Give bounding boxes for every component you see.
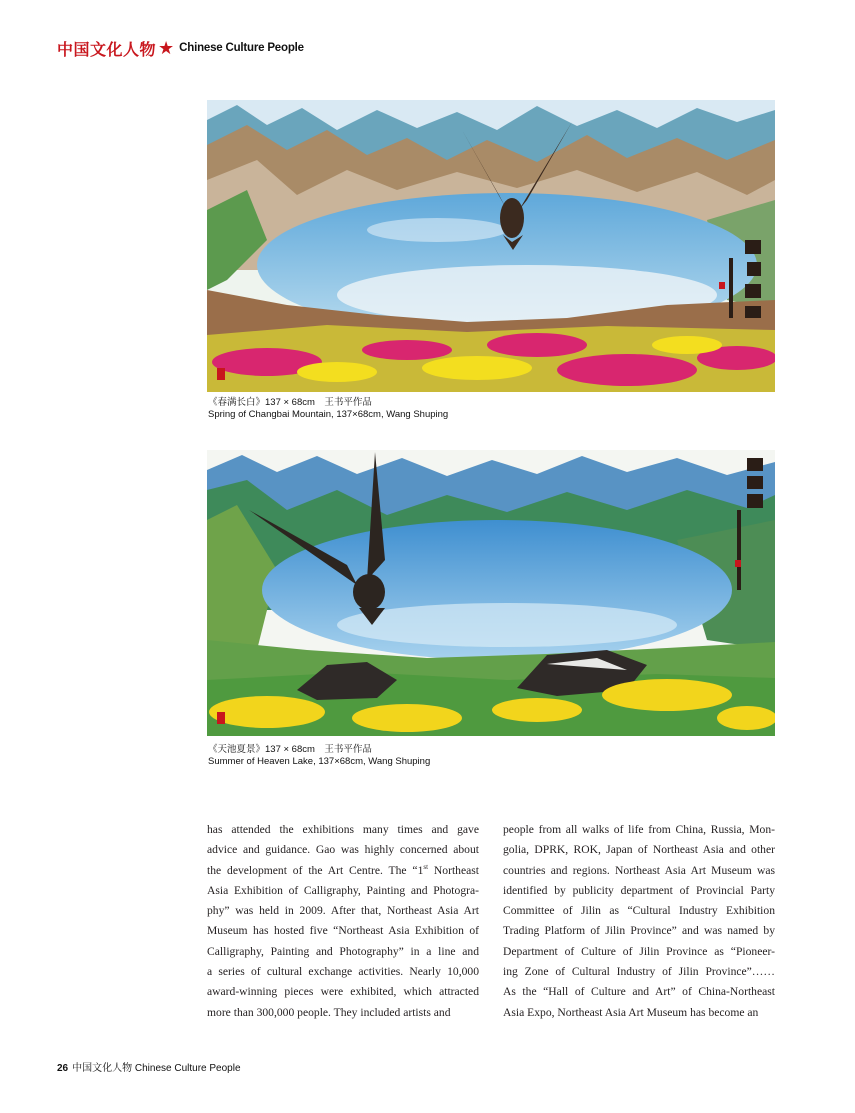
painting-summer-of-heaven-lake — [207, 450, 775, 736]
footer-text: 中国文化人物 Chinese Culture People — [72, 1063, 241, 1074]
caption-cn: 《春满长白》137 × 68cm 王书平作品 — [208, 397, 372, 408]
text-line — [207, 861, 479, 881]
text-line: has attended the exhibitions many times and gave — [207, 823, 479, 836]
text-line: ing Zone of Cultural Industry of Jilin Province”…… — [503, 965, 775, 979]
caption-en: Spring of Changbai Mountain, 137×68cm, Wang Shuping — [208, 409, 449, 420]
text-line: countries and regions. Northeast Asia Art Museum was — [503, 863, 775, 877]
text-line: people from all walks of life from China, Russia, Mon- — [503, 823, 775, 836]
painting-image — [207, 100, 775, 392]
text-line: Committee of Jilin as “Cultural Industry Exhibition — [503, 904, 775, 918]
text-line: identified by publicity department of Provincial Party — [503, 883, 775, 897]
text-line: golia, DPRK, ROK, Japan of Northeast Asia and other — [503, 843, 775, 857]
brand-name-en: Chinese Culture People — [179, 42, 304, 54]
page-header — [57, 36, 304, 60]
text-line: Department of Culture of Jilin Province as “Pioneer- — [503, 944, 775, 958]
text-line: As the “Hall of Culture and Art” of China-Northeast — [503, 985, 775, 999]
text-line: Calligraphy, Painting and Photography” in a line and — [207, 944, 479, 958]
page-footer — [57, 1059, 241, 1074]
text-line: phy” was held in 2009. After that, Northeast Asia Art — [207, 904, 479, 918]
text-fragment: the development of the Art Centre. The “1 — [207, 863, 424, 877]
text-line: advice and guidance. Gao was highly concerned about — [207, 843, 479, 857]
text-line: award-winning pieces were exhibited, which attracted — [207, 985, 479, 999]
painting-image — [207, 450, 775, 736]
page-number: 26 — [57, 1063, 69, 1074]
text-line: Asia Exhibition of Calligraphy, Painting and Photogra- — [207, 883, 479, 897]
body-column-left — [207, 820, 479, 1023]
painting-spring-of-changbai-mountain — [207, 100, 775, 392]
text-line: a series of cultural exchange activities. Nearly 10,000 — [207, 965, 479, 979]
figure-caption — [208, 744, 430, 768]
text-line: Trading Platform of Jilin Province” and was named by — [503, 924, 775, 938]
text-fragment: Northeast — [428, 863, 479, 877]
ordinal-suffix: st — [423, 862, 429, 871]
caption-en: Summer of Heaven Lake, 137×68cm, Wang Shuping — [208, 756, 431, 767]
text-line: Asia Expo, Northeast Asia Art Museum has become an — [503, 1005, 759, 1019]
text-line: Museum has hosted five “Northeast Asia Exhibition of — [207, 924, 479, 938]
figure-caption — [208, 397, 448, 421]
text-line: more than 300,000 people. They included artists and — [207, 1005, 451, 1019]
brand-logo-cn: 中国文化人物 — [57, 39, 157, 59]
body-column-right — [503, 820, 775, 1023]
caption-cn: 《天池夏景》137 × 68cm 王书平作品 — [208, 744, 372, 755]
star-icon: ★ — [158, 38, 175, 58]
